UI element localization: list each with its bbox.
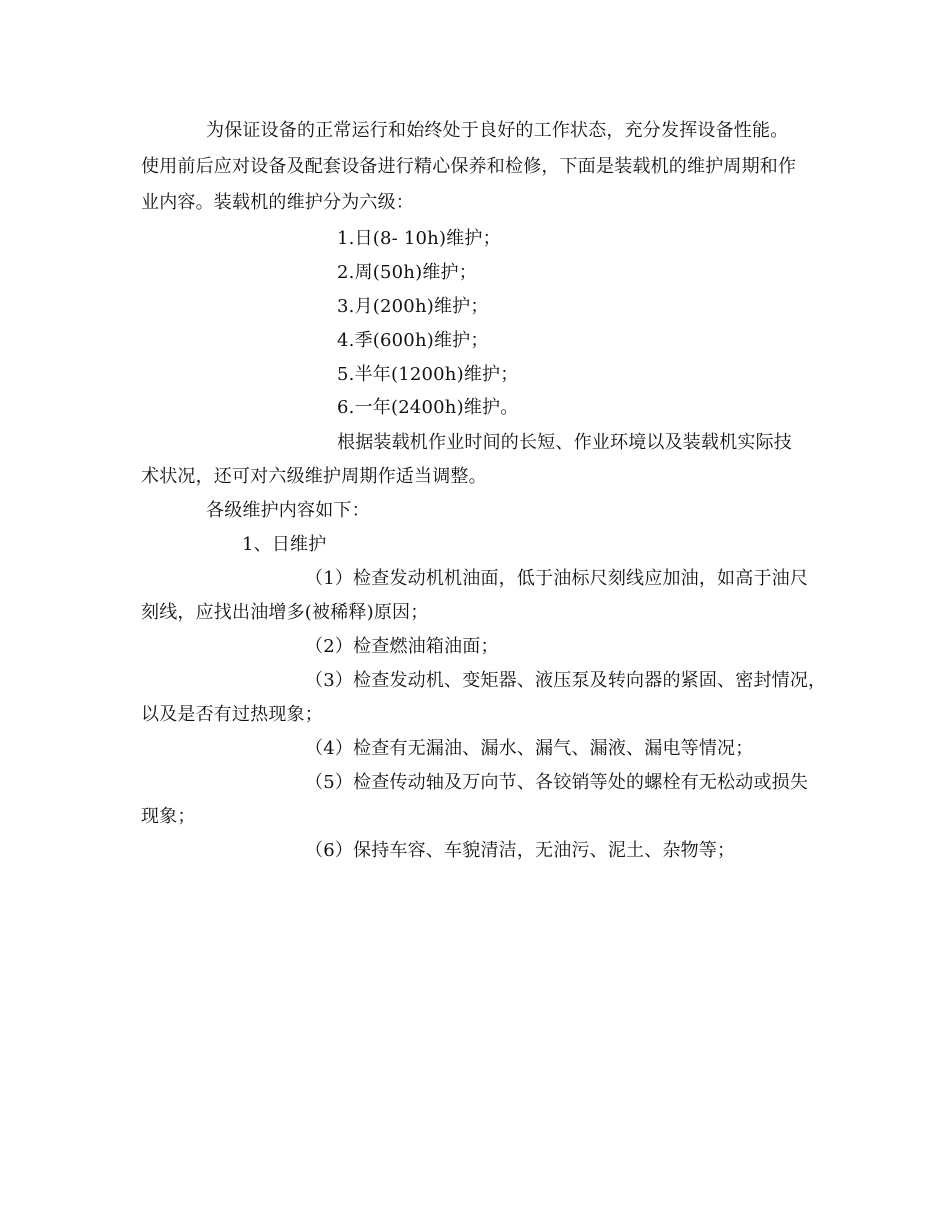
daily-item-5-line-1: （5）检查传动轴及万向节、各铰销等处的螺栓有无松动或损失 [305,772,809,793]
daily-item-3-line-2: 以及是否有过热现象； [141,704,323,725]
level-item-1: 1.日(8- 10h)维护； [337,228,501,249]
contents-heading: 各级维护内容如下： [206,500,370,521]
adjust-line-2: 术状况，还可对六级维护周期作适当调整。 [141,466,487,487]
level-item-2: 2.周(50h)维护； [337,262,477,283]
daily-item-4: （4）检查有无漏油、漏水、漏气、漏液、漏电等情况； [305,738,754,759]
level-item-3: 3.月(200h)维护； [337,296,489,317]
level-item-4: 4.季(600h)维护； [337,330,489,351]
daily-item-1-line-1: （1）检查发动机机油面，低于油标尺刻线应加油，如高于油尺 [305,568,809,589]
level-item-6: 6.一年(2400h)维护。 [337,397,519,418]
intro-line-1: 为保证设备的正常运行和始终处于良好的工作状态，充分发挥设备性能。 [206,120,789,141]
daily-item-3-line-1: （3）检查发动机、变矩器、液压泵及转向器的紧固、密封情况， [305,670,827,691]
intro-line-3: 业内容。装载机的维护分为六级： [141,192,414,213]
daily-item-6: （6）保持车容、车貌清洁，无油污、泥土、杂物等； [305,840,736,861]
intro-line-2: 使用前后应对设备及配套设备进行精心保养和检修，下面是装载机的维护周期和作 [141,156,797,177]
daily-item-1-line-2: 刻线，应找出油增多(被稀释)原因； [141,602,429,623]
level-item-5: 5.半年(1200h)维护； [337,364,519,385]
adjust-line-1: 根据装载机作业时间的长短、作业环境以及装载机实际技 [337,432,792,453]
daily-item-2: （2）检查燃油箱油面； [305,636,499,657]
daily-item-5-line-2: 现象； [141,806,196,827]
daily-heading: 1、日维护 [242,534,327,555]
